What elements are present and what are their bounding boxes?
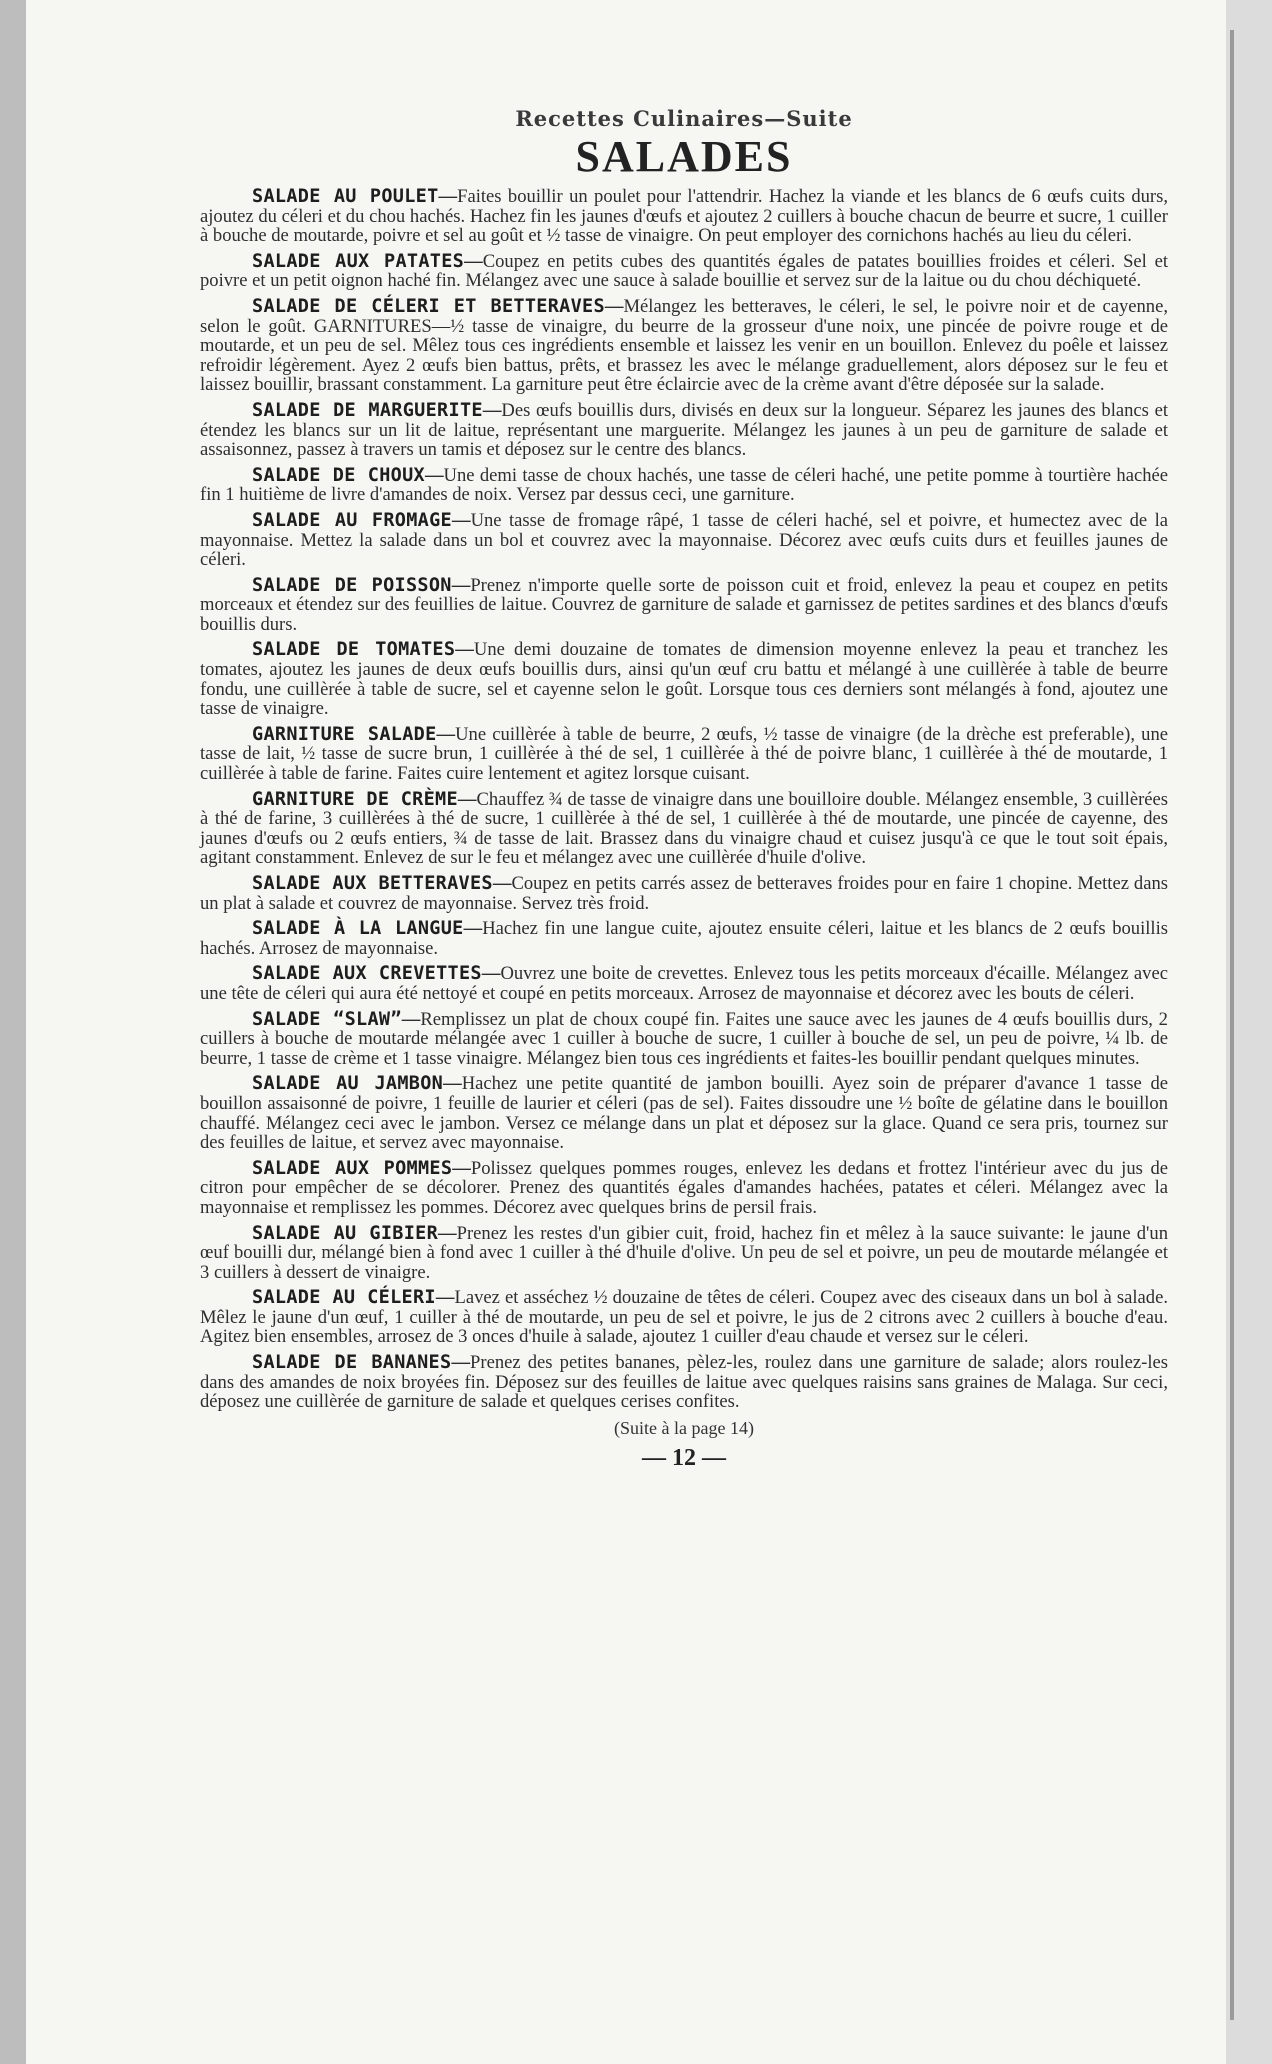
recipe-name: SALADE DE MARGUERITE (252, 399, 483, 421)
recipe-dash: — (438, 186, 458, 207)
recipe-name: SALADE AU POULET (252, 186, 439, 207)
page-divider (1230, 30, 1234, 2020)
recipe-dash: — (451, 574, 471, 596)
recipe-dash: — (463, 918, 483, 940)
recipe-name: SALADE DE TOMATES (252, 639, 456, 661)
continued-note: (Suite à la page 14) (614, 1417, 754, 1438)
recipe-name: SALADE DE POISSON (252, 574, 452, 596)
recipe-text: Ouvrez une boite de crevettes. Enlevez tous les petits morceaux d'écaille. Mélangez avec une tête de céleri qui aura été nettoyé et coupé en petits morceaux. Arrosez de mayonnaise et décorez avec les bouts de céleri. (200, 963, 1168, 1004)
next-page-edge (1226, 0, 1272, 2064)
recipe-dash: — (464, 250, 483, 272)
page-number: — 12 — (642, 1444, 726, 1471)
recipe-text: Hachez fin une langue cuite, ajoutez ensuite céleri, laitue et les blancs de 2 œufs bouillis hachés. Arrosez de mayonnaise. (200, 918, 1168, 959)
recipe-name: SALADE DE CHOUX (252, 464, 425, 486)
recipe-dash: — (452, 1157, 471, 1179)
recipe-name: SALADE AU JAMBON (252, 1073, 444, 1095)
recipe-name: SALADE AU GIBIER (252, 1222, 439, 1244)
recipe-paragraph (200, 1288, 1168, 1347)
recipe-dash: — (482, 399, 502, 421)
recipe-text: Prenez les restes d'un gibier cuit, froid, hachez fin et mêlez à la sauce suivante: le jaune d'un œuf bouilli dur, mélangé bien à fond avec 1 cuiller à thé d'huile d'olive. Un peu de sel et poivre, un peu de moutarde mélangée et 3 cuillers à dessert de vinaigre. (200, 1222, 1168, 1283)
recipe-paragraph (200, 964, 1168, 1003)
page-sheet (26, 0, 1226, 2064)
recipe-text: Faites bouillir un poulet pour l'attendrir. Hachez la viande et les blancs de 6 œufs cuits durs, ajoutez du céleri et du chou hachés. Hachez fin les jaunes d'œufs et ajoutez 2 cuillers à bouche chacun de beurre et sucre, 1 cuiller à bouche de moutarde, poivre et sel au goût et ½ tasse de vinaigre. On peut employer des cornichons hachés au lieu du céleri. (200, 186, 1168, 247)
recipe-paragraph (200, 1159, 1168, 1218)
recipe-text: Hachez une petite quantité de jambon bouilli. Ayez soin de préparer d'avance 1 tasse de bouillon assaisonné de poivre, 1 feuille de laurier et céleri (pas de sel). Faites dissoudre une ½ boîte de gélatine dans le bouillon chauffé. Mélangez ceci avec le jambon. Versez ce mélange dans un plat et déposez sur la glace. Quand ce sera pris, tournez sur des feuilles de laitue, et servez avec mayonnaise. (200, 1073, 1168, 1154)
recipe-text: Coupez en petits cubes des quantités égales de patates bouillies froides et céleri. Sel et poivre et un petit oignon haché fin. Mélangez avec une sauce à salade bouillie et servez sur de la laitue ou du chou déchiqueté. (200, 250, 1169, 292)
recipe-paragraph (200, 466, 1168, 505)
recipe-dash: — (438, 1222, 457, 1244)
recipe-name: SALADE AU CÉLERI (252, 1287, 436, 1309)
recipe-paragraph (200, 1224, 1168, 1283)
recipe-dash: — (455, 639, 474, 661)
recipe-name: SALADE AUX CREVETTES (252, 963, 482, 985)
recipe-name: SALADE AUX BETTERAVES (252, 873, 493, 894)
recipe-dash: — (457, 788, 477, 810)
recipe-paragraph (200, 511, 1168, 570)
recipe-text: Des œufs bouillis durs, divisés en deux sur la longueur. Séparez les jaunes des blancs et étendez les blancs sur un lit de laitue, représentant une marguerite. Mélangez les jaunes à un peu de garniture de salade et assaisonnez, passez à travers un tamis et déposez sur le centre des blancs. (200, 399, 1168, 461)
recipe-paragraph (200, 725, 1168, 784)
recipe-name: SALADE AUX POMMES (252, 1157, 453, 1179)
recipe-paragraph (200, 640, 1168, 718)
recipe-dash: — (451, 509, 471, 531)
recipe-dash: — (436, 723, 456, 745)
section-title: SALADES (575, 132, 793, 181)
recipe-dash: — (451, 1352, 471, 1374)
recipe-paragraph (200, 187, 1168, 246)
recipe-dash: — (481, 963, 501, 985)
recipe-list (200, 187, 1168, 1412)
recipe-paragraph (200, 790, 1168, 868)
recipe-text: Remplissez un plat de choux coupé fin. Faites une sauce avec les jaunes de 4 œufs bouillis durs, 2 cuillers à bouche de moutarde mélangée avec 1 cuiller à bouche de sucre, 1 cuiller à bouche de sel, un peu de poivre, ¼ lb. de beurre, 1 tasse de crème et 1 tasse vinaigre. Mélangez bien tous ces ingrédients et faites-les bouillir pendant quelques minutes. (200, 1008, 1168, 1069)
recipe-paragraph (200, 874, 1168, 913)
recipe-text: Une demi douzaine de tomates de dimension moyenne enlevez la peau et tranchez les tomates, ajoutez les jaunes de deux œufs bouillis durs, ainsi qu'un œuf cru battu et mélangé à une cuillèrée à table de beurre fondu, une cuillèrée à table de sucre, sel et cayenne selon le goût. Lorsque tous ces derniers sont mélangés à fond, ajoutez une tasse de vinaigre. (200, 639, 1168, 720)
recipe-paragraph (200, 576, 1168, 635)
recipe-name: GARNITURE DE CRÈME (252, 788, 458, 810)
recipe-dash: — (424, 464, 444, 486)
recipe-paragraph (200, 1010, 1168, 1069)
recipe-text: Coupez en petits carrés assez de betteraves froides pour en faire 1 chopine. Mettez dans un plat à salade et couvrez de mayonnaise. Servez très froid. (200, 873, 1168, 914)
recipe-paragraph (200, 1074, 1168, 1152)
recipe-paragraph (200, 252, 1168, 291)
recipe-name: SALADE DE BANANES (252, 1352, 452, 1374)
running-title: Recettes Culinaires—Suite (515, 106, 853, 131)
recipe-name: SALADE DE CÉLERI ET BETTERAVES (252, 295, 605, 317)
recipe-text: Polissez quelques pommes rouges, enlevez les dedans et frottez l'intérieur avec du jus de citron pour empêcher de se décolorer. Prenez des quantités égales d'amandes hachées, patates et céleri. Mélangez avec la mayonnaise et remplissez les pommes. Décorez avec quelques brins de persil frais. (200, 1157, 1168, 1218)
recipe-name: SALADE “SLAW” (252, 1008, 402, 1030)
recipe-paragraph (200, 297, 1168, 395)
recipe-name: SALADE AU FROMAGE (252, 509, 452, 531)
recipe-dash: — (401, 1008, 421, 1030)
recipe-dash: — (443, 1073, 462, 1095)
recipe-name: SALADE AUX PATATES (252, 250, 465, 272)
recipe-text: Une cuillèrée à table de beurre, 2 œufs, ½ tasse de vinaigre (de la drèche est preferable), une tasse de lait, ½ tasse de sucre brun, 1 cuillèrée à thé de sel, 1 cuillèrée à thé de poivre blanc, 1 cuillèrée à thé de moutarde, 1 cuillèrée à table de farine. Faites cuire lentement et agitez lorsque cuisant. (200, 723, 1168, 785)
recipe-dash: — (492, 873, 512, 894)
recipe-text: Prenez des petites bananes, pèlez-les, roulez dans une garniture de salade; alors roulez-les dans des amandes de noix broyées fin. Déposez sur des feuilles de laitue avec quelques raisins sans graines de Malaga. Sur ceci, déposez une cuillèrée de garniture de salade et quelques cerises confites. (200, 1352, 1168, 1413)
page-content (200, 106, 1168, 1472)
recipe-name: SALADE À LA LANGUE (252, 918, 464, 940)
recipe-text: Une tasse de fromage râpé, 1 tasse de céleri haché, sel et poivre, et humectez avec de la mayonnaise. Mettez la salade dans un bol et couvrez avec la mayonnaise. Décorez avec œufs cuits durs et feuilles jaunes de céleri. (200, 509, 1168, 571)
recipe-name: GARNITURE SALADE (252, 723, 437, 745)
recipe-text: Mélangez les betteraves, le céleri, le sel, le poivre noir et de cayenne, selon le goût. GARNITURES—½ tasse de vinaigre, du beurre de la grosseur d'une noix, une pincée de poivre rouge et de moutarde, et un peu de sel. Mêlez tous ces ingrédients ensemble et laissez les venir en un bouillon. Enlevez du poêle et laissez refroidir légèrement. Ayez 2 œufs bien battus, prêts, et brassez les avec le mélange graduellement, alors déposez sur le feu et laissez bouillir, brassant constamment. La garniture peut être éclaircie avec de la crème avant d'être déposée sur la salade. (200, 295, 1168, 396)
recipe-dash: — (604, 295, 624, 317)
recipe-text: Une demi tasse de choux hachés, une tasse de céleri haché, une petite pomme à tourtière hachée fin 1 huitième de livre d'amandes de noix. Versez par dessus ceci, une garniture. (200, 464, 1168, 506)
recipe-text: Prenez n'importe quelle sorte de poisson cuit et froid, enlevez la peau et coupez en petits morceaux et étendez sur des feuillies de laitue. Couvrez de garniture de salade et garnissez de petites sardines et des blancs d'œufs bouillis durs. (200, 574, 1168, 635)
recipe-paragraph (200, 401, 1168, 460)
recipe-dash: — (435, 1287, 455, 1309)
recipe-text: Lavez et asséchez ½ douzaine de têtes de céleri. Coupez avec des ciseaux dans un bol à salade. Mêlez le jaune d'un œuf, 1 cuiller à thé de moutarde, un peu de sel et poivre, le jus de 2 citrons avec 2 cuillers à bouche d'eau. Agitez bien ensembles, arrosez de 3 onces d'huile à salade, ajoutez 1 cuiller d'eau chaude et versez sur le céleri. (200, 1287, 1168, 1348)
recipe-paragraph (200, 919, 1168, 958)
recipe-paragraph (200, 1353, 1168, 1412)
recipe-text: Chauffez ¾ de tasse de vinaigre dans une bouilloire double. Mélangez ensemble, 3 cuillèrées à thé de farine, 3 cuillèrées à thé de sucre, 1 cuillèrée à thé de sel, 1 cuillèrée à thé de moutarde, une pincée de cayenne, des jaunes d'œufs ou 2 œufs entiers, ¾ de tasse de lait. Brassez dans du vinaigre chaud et cuisez jusqu'à ce que le tout soit épais, agitant constamment. Enlevez de sur le feu et mélangez avec une cuillèrée d'huile d'olive. (200, 788, 1169, 869)
